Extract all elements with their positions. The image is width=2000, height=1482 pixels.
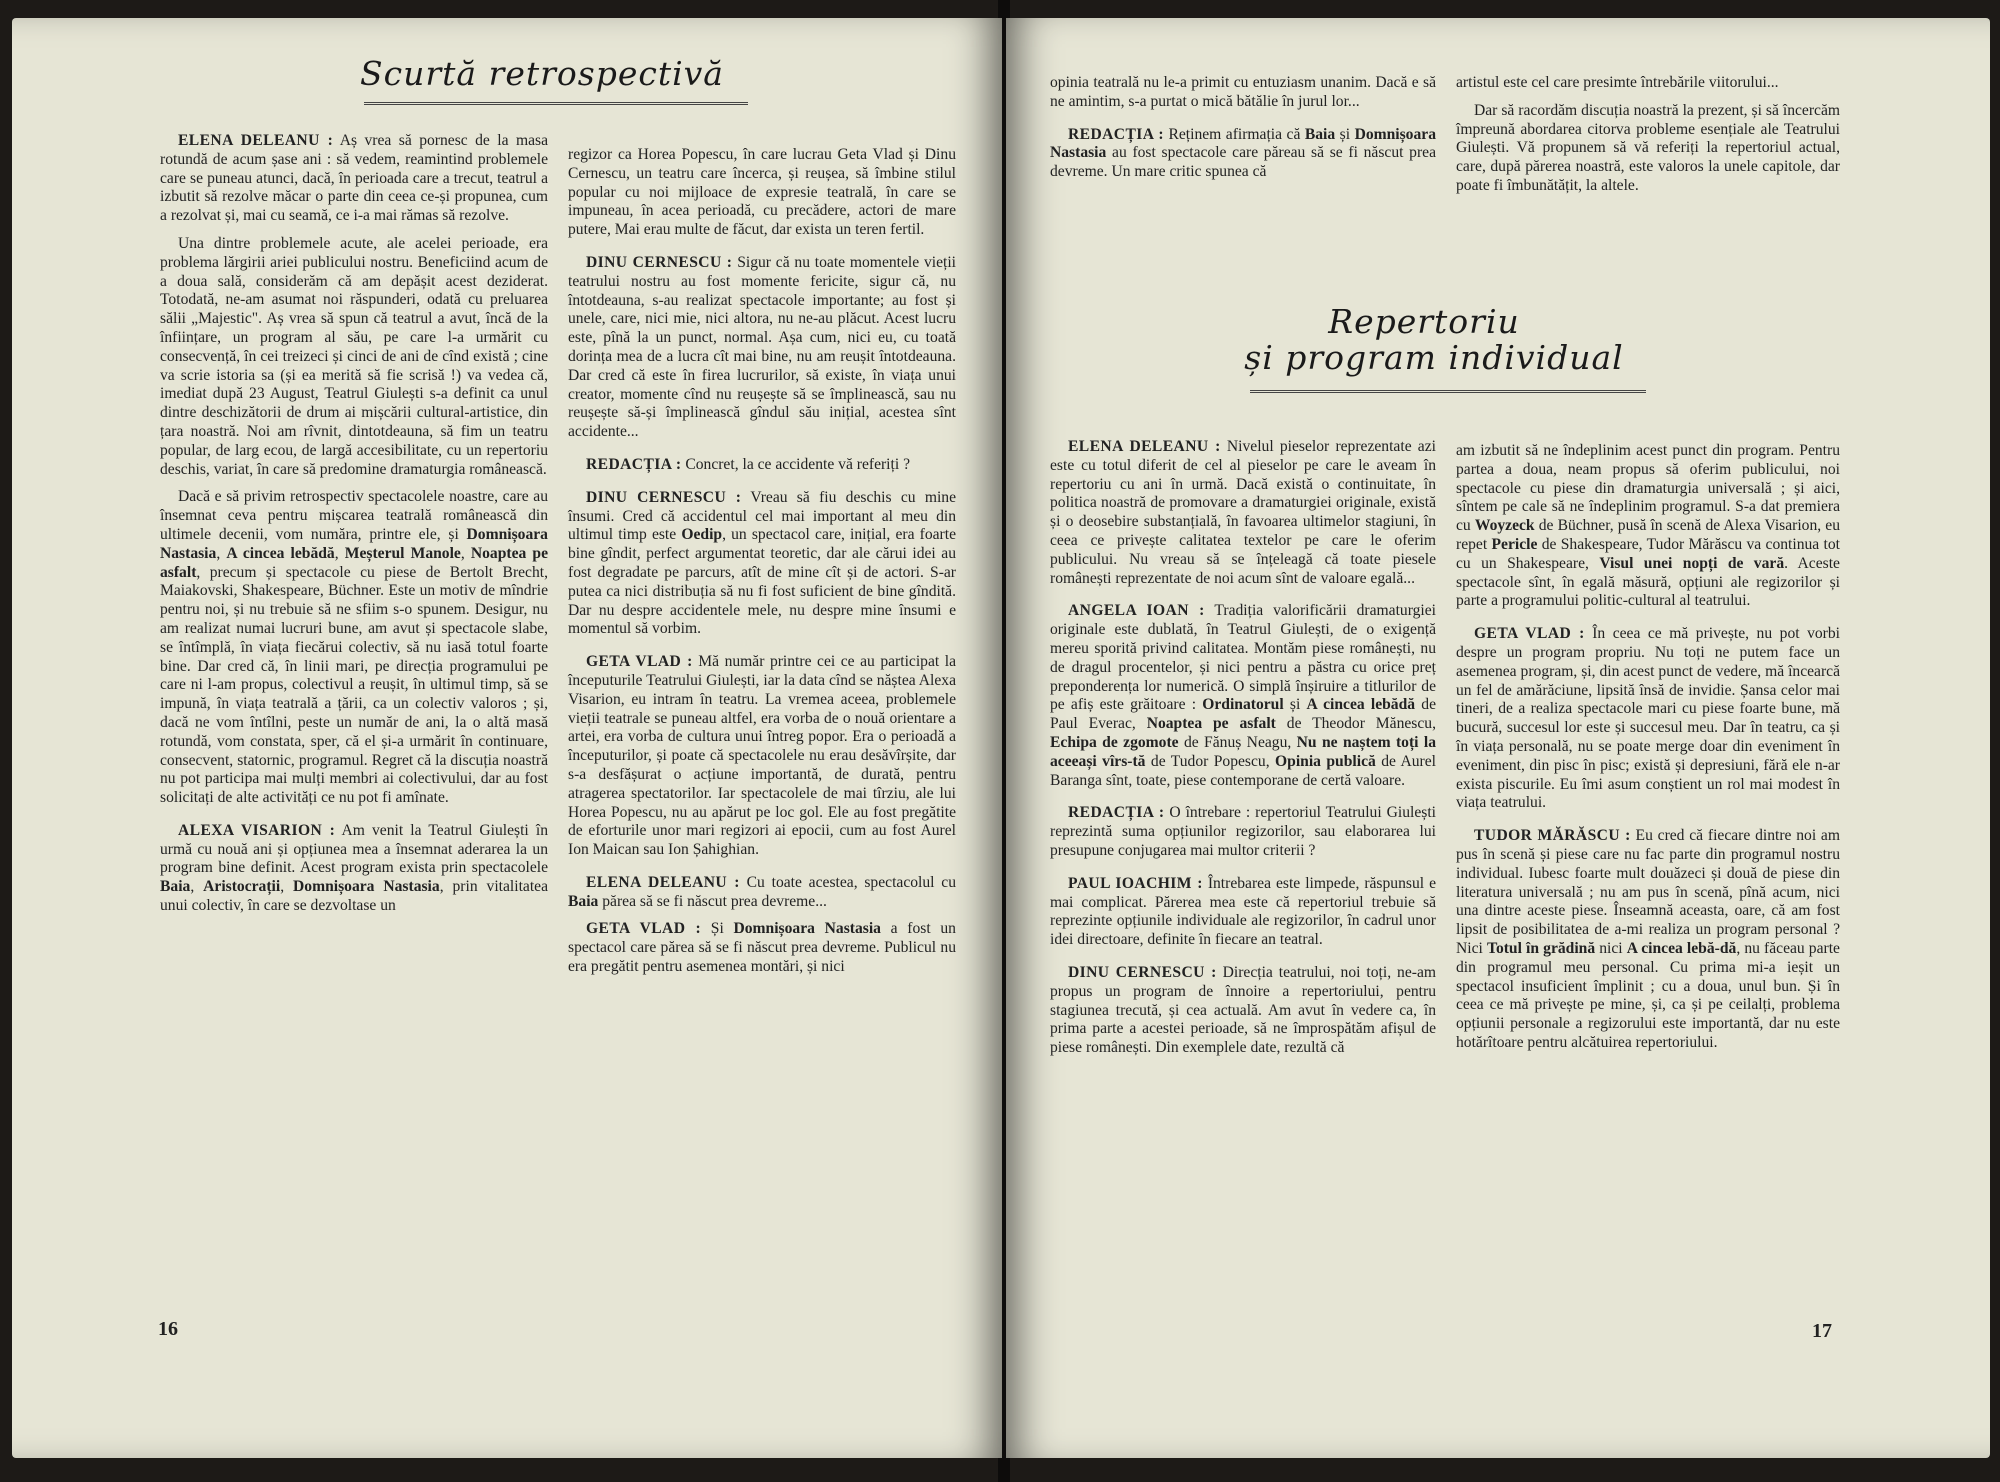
paragraph-text: . Aceste spectacole sînt, în egală măsură, opțiuni ale regizorilor și parte a programului politic-cultural al teatrului. [1456,554,1840,610]
paragraph [1456,102,1840,196]
paragraph [568,874,956,912]
speaker: GETA VLAD : [586,920,702,938]
paragraph-text: Dar să racordăm discuția noastră la prezent, și să încercăm împreună abordarea citorva probleme esențiale ale Teatrului Giulești. Vă propunem să vă referiți la repertoriul actual, care, după părerea noastră, este valoros la unele capitole, dar poate fi îmbunătățit, la altele. [1456,101,1840,194]
paragraph-text: precum și spectacole cu piese de Bertolt Brecht, Maiakovski, Shakespeare, Büchner. Este un motiv de mîndrie pentru noi, și nu trebuie să ne sfiim s-o spunem. Desigur, nu am realizat numai lucruri bune, am avut și spectacole slabe, se întîmplă, în viața fiecărui colectiv, să nu iasă totul foarte bine. Dar cred că, în linii mari, pe direcția programului pe care ni l-am propus, colectivul a reușit, în ultimul timp, să se impună, în viața teatrală a țării, ca un colectiv valoros ; și, dacă ne vom întîlni, peste un număr de ani, la o altă masă rotundă, vom constata, sper, că el și-a urmărit în continuare, consecvent, statornic, programul. Regret că la discuția noastră nu pot participa mai mulți membri ai colectivului, dar au fost solicitați de alte activități ce nu pot fi amînate. [160,563,549,807]
paragraph [1456,625,1840,813]
speaker: TUDOR MĂRĂSCU : [1474,827,1631,845]
speaker: ELENA DELEANU : [1068,438,1221,455]
paragraph-text: Reținem afirmația că [1168,125,1301,143]
play-title: Woyzeck [1474,517,1535,535]
play-title: Totul în grădină [1486,939,1596,957]
speaker: ALEXA VISARION : [178,821,336,839]
paragraph-text: Eu cred că fiecare dintre noi am pus în scenă și piese care nu fac parte din programul nostru individual. Iubesc foarte mult douăzeci și două de piese din literatura universală ; nu am pus în scenă, pînă acum, nici una dintre aceste piese. Înseamnă aceasta, oare, că am fost lipsit de posibilitatea de a-mi realiza un program personal ? Nici [1456,827,1840,957]
right-page-title-line1: Repertoriu [1328,302,1520,341]
play-title: de vară [1727,554,1785,572]
paragraph: ALEXA VISARION : Am venit la Teatrul Giulești în urmă cu nouă ani și opțiunea mea a însemnat aderarea la un program bine definit. Acest program exista prin spectacolele Baia, Aristocrații, Domnișoara Nastasia, prin vitalitatea unui colectiv, în care se dezvoltase un [160,821,549,915]
paragraph-text: de Aurel Baranga sînt, toate, piese contemporane de certă valoare. [1050,752,1436,789]
play-title: dă [1719,939,1737,957]
speaker: REDACȚIA : [586,455,682,473]
paragraph-text: Tradiția valorificării dramaturgiei originale este dublată, în Teatrul Giulești, de o exigență mereu sporită privind calitatea. Montăm piese românești, nu de dragul procentelor, și nici pentru a păstra cu orice preț preponderența lor numerică. O simplă înșiruire a titlurilor de pe afiș este grăitoare : [1050,602,1436,714]
paragraph [1050,126,1436,182]
paragraph-text: Mă număr printre cei ce au participat la începuturile Teatrului Giulești, iar la data cînd se năștea Alexa Visarion, eu intram în teatru. La vremea aceea, problemele vieții teatrale se puneau altfel, era vorba de o nouă orientare a artei, era vorba de cultura unui întreg popor. Era o perioadă a începuturilor, și poate că spectacolele nu erau desăvîrșite, dar s-a desfășurat o acțiune importantă, de durată, pentru atragerea spectatorilor. Iar spectacolele de mai tîrziu, ale lui Horea Popescu, nu au apărut pe loc gol. Ele au fost pregătite de eforturile unor mari regizori ai epocii, cum au fost Aurel Ion Maican sau Ion Șahighian. [568,653,956,859]
paragraph [160,132,548,226]
paragraph [1050,438,1436,588]
speaker: DINU CERNESCU : [1068,963,1217,981]
paragraph [568,489,956,639]
play-title: Baia [568,892,599,910]
play-title: A cincea lebă- [1626,939,1720,957]
play-title: Baia [1304,125,1336,143]
paragraph-text: de Fănuș Neagu, [1183,733,1292,751]
play-title: Aristocrații [203,878,281,896]
paragraph-text: de Theodor Mănescu, [1286,715,1436,733]
speaker: ELENA DELEANU : [178,132,334,149]
speaker: DINU CERNESCU : [586,488,742,506]
paragraph-text: Întrebarea este limpede, răspunsul e mai complicat. Părerea mea este că repertoriul trebuie să reprezinte opțiunile individuale ale regizorilor, în cadrul unor idei directoare, definite în fiecare an teatral. [1050,874,1436,949]
speaker: ANGELA IOAN : [1068,602,1205,620]
play-title: Oedip [681,526,723,544]
paragraph-text: nici [1599,939,1623,957]
right-column-1-top [1050,74,1436,191]
paragraph-text: O întrebare : repertoriul Teatrului Giulești reprezintă suma opțiunilor regizorilor, sau elaborarea lui presupune conjugarea mai multor criterii ? [1050,804,1436,859]
paragraph-text: și [1339,125,1351,143]
paragraph-text: opinia teatrală nu le-a primit cu entuziasm unanim. Dacă e să ne amintim, s-a purtat o mică bătălie în jurul lor... [1050,74,1436,110]
paragraph [568,653,956,860]
left-column-1 [160,132,548,925]
paragraph-text: de Paul Everac, [1050,696,1436,733]
paragraph-text: , nu făceau parte din programul meu personal. Cu prima mi-a ieșit un spectacol insuficient împlinit ; cu a doua, unul bun. Și în ceea ce mă privește pe mine, și, ca și pe ceilalți, problema opțiunii personale a regizorului este importantă, dar nu este hotărîtoare pentru alcătuirea repertoriului. [1456,939,1840,1051]
paragraph-text: de Tudor Popescu, [1150,752,1270,770]
play-title: Domnișoara Nastasia [293,878,440,896]
paragraph-text: Una dintre problemele acute, ale acelei perioade, era problema lărgirii ariei publicului nostru. Beneficiind acum de a doua sală, considerăm că am depășit acest deziderat. Totodată, ne-am asumat noi răspunderi, odată cu preluarea sălii „Majestic". Aș vrea să spun că teatrul a avut, încă de la înființare, un program al său, pe care l-a urmărit cu consecvență, în cei treizeci și cinci de ani de cînd există ; cine va scrie istoria sa (și ea merită să fie scrisă !) va vedea că, imediat după 23 August, Teatrul Giulești s-a definit ca unul dintre deschizătorii de drum ai mișcării cultural-artistice, din țara noastră. Noi am rîvnit, dintotdeauna, să fim un teatru popular, de larg ecou, de largă accesibilitate, cu un repertoriu deschis, variat, în care să predomine dramaturgia românească. [160,234,548,478]
right-column-2-top [1456,74,1840,205]
paragraph-text: au fost spectacole care păreau să se fi născut prea devreme. Un mare critic spunea că [1050,144,1436,181]
play-title: Noaptea pe asfalt [1146,715,1276,733]
play-title: Pericle [1491,535,1538,553]
play-title: A cincea lebădă [226,544,335,562]
speaker: REDACȚIA : [1068,125,1164,143]
paragraph-text: Vreau să fiu deschis cu mine însumi. Cred că accidentul cel mai important al meu din ultimul timp este [568,488,957,544]
left-page [12,18,1002,1458]
paragraph-text: Aș vrea să pornesc de la masa rotundă de acum șase ani : să vedem, reamintind problemele care se puneau atunci, dacă, în perioada care a trecut, teatrul a izbutit să rezolve măcar o parte din ceea ce-și propunea, cum a rezolvat și, mai cu seamă, ce i-a mai rămas să rezolve. [160,132,548,225]
paragraph-text: regizor ca Horea Popescu, în care lucrau Geta Vlad și Dinu Cernescu, un teatru care încerca, și reușea, să îmbine stilul popular cu noi mijloace de expresie teatrală, în care se impuneau, în acea perioadă, cu precădere, actori de mare putere, Mai erau multe de făcut, dar exista un teren fertil. [568,146,956,239]
left-column-2 [568,146,956,986]
play-title: Domnișoara Nastasia [160,525,548,562]
play-title: Ordinatorul [1202,696,1284,714]
paragraph-text: de Shakespeare, Tudor Mărăscu va continua tot cu un Shakespeare, [1456,535,1841,572]
speaker: GETA VLAD : [1474,625,1585,643]
play-title: tă [1132,752,1146,770]
paragraph-text: Am venit la Teatrul Giulești în urmă cu nouă ani și opțiunea mea a însemnat aderarea la un program bine definit. Acest program exista prin spectacolele [160,821,548,877]
paragraph-text: , un spectacol care, inițial, era foarte bine gîndit, perfect argumentat teoretic, dar ale cărui idei au fost degradate pe parcurs, atît de mine cît și de actori. S-ar putea ca nici distribuția să nu fi fost suficient de bine gîndită. Dar nu despre accidentele mele, nu despre mine însumi e momentul să vorbim. [568,526,956,638]
paragraph-text: prin vitalitatea unui colectiv, în care se dezvoltase un [160,878,549,915]
play-title: Baia [160,878,191,896]
paragraph [568,254,956,442]
paragraph-text: În ceea ce mă privește, nu pot vorbi despre un program propriu. Nu toți ne putem face un asemenea program, și, din acest punct de vedere, mă încearcă un fel de amărăciune, lipsită însă de invidie. Șansa celor mai tineri, de a realiza spectacole mari cu piese foarte bune, mă bucură, succesul lor este și succesul meu. Dar în teatru, ca și în viața personală, nu se poate merge doar din eveniment în eveniment, din pisc în pisc; există și depresiuni, fără ele n-ar exista piscurile. Eu îmi asum conștient un rol mai modest în viața teatrului. [1456,625,1841,812]
play-title: Opinia publică [1275,752,1376,770]
play-title: Domnișoara Nastasia [733,920,881,938]
left-title-rule [364,102,748,105]
paragraph [568,456,956,475]
paragraph-text: Nivelul pieselor reprezentate azi este cu totul diferit de cel al pieselor pe care le aveam în repertoriu cu ani în urmă. Dacă există o continuitate, în politica noastră de promovare a dramaturgiei originale, există și o deosebire substanțială, în favoarea ultimelor stagiuni, în ceea ce privește calitatea textelor pe care le oferim publicului. Nu vreau să se înțeleagă că toate piesele românești reprezentate de noi acum sînt de valoare egală... [1050,438,1436,587]
paragraph: Dacă e să privim retrospectiv spectacolele noastre, care au însemnat ceva pentru mișcarea teatrală românească din ultimele decenii, vom număra, printre ele, și Domnișoara Nastasia, A cincea lebădă, Meșterul Manole, Noaptea pe asfalt, precum și spectacole cu piese de Bertolt Brecht, Maiakovski, Shakespeare, Büchner. Este un motiv de mîndrie pentru noi, și nu trebuie să ne sfiim s-o spunem. Desigur, nu am realizat numai lucruri bune, am avut și spectacole slabe, se întîmplă, în viața fiecărui colectiv, să nu iasă totul foarte bine. Dar cred că, în linii mari, pe direcția programului pe care ni l-am propus, colectivul a reușit, în ultimul timp, să se impună, în viața teatrală a țării, ca un colectiv valoros ; și, dacă ne vom întîlni, peste un număr de ani, la o altă masă rotundă, vom constata, sper, că el și-a urmărit în continuare, consecvent, statornic, programul. Regret că la discuția noastră nu pot participa mai mulți membri ai colectivului, dar au fost solicitați de alte activități ce nu pot fi amînate. [160,488,549,807]
play-title: Nu ne naștem toți la aceeași vîrs- [1050,733,1436,770]
paragraph [160,235,548,479]
paragraph: ANGELA IOAN : Tradiția valorificării dramaturgiei originale este dublată, în Teatrul Giulești, de o exigență mereu sporită privind calitatea. Montăm piese românești, nu de dragul procentelor, și nici pentru a păstra cu orice preț preponderența lor numerică. O simplă înșiruire a titlurilor de pe afiș este grăitoare : Ordinatorul și A cincea lebădă de Paul Everac, Noaptea pe asfalt de Theodor Mănescu, Echipa de zgomote de Fănuș Neagu, Nu ne naștem toți la aceeași vîrs-tă de Tudor Popescu, Opinia publică de Aurel Baranga sînt, toate, piese contemporane de certă valoare. [1050,602,1436,789]
play-title: Visul unei nopți [1599,554,1718,572]
play-title: Noaptea pe asfalt [160,544,549,581]
right-column-1 [1050,438,1436,1067]
right-page [1006,18,1990,1458]
paragraph [1050,875,1436,950]
paragraph [1456,442,1840,611]
play-title: Echipa de zgomote [1050,733,1179,751]
paragraph-text: Cu toate acestea, spectacolul cu [746,873,956,891]
paragraph-text: Dacă e să privim retrospectiv spectacolele noastre, care au însemnat ceva pentru mișcarea teatrală românească din ultimele decenii, vom număra, printre ele, și [160,488,548,543]
speaker: ELENA DELEANU : [586,873,740,891]
right-column-2 [1456,442,1840,1062]
paragraph-text: de Büchner, pusă în scenă de Alexa Visarion, eu repet [1456,517,1840,553]
play-title: Meșterul Manole [344,544,461,562]
paragraph-text: Direcția teatrului, noi toți, ne-am propus un program de înnoire a repertoriului, pentru stagiunea trecută, și cea actuală. Am avut în vedere ca, în prima parte a acestei perioade, să ne împrospătăm afișul de piese românești. Din exemplele date, rezultă că [1050,963,1436,1057]
paragraph [1456,74,1840,93]
paragraph-text: Concret, la ce accidente vă referiți ? [685,455,910,473]
paragraph [1050,804,1436,860]
paragraph [568,146,956,240]
paragraph [1456,827,1840,1053]
speaker: PAUL IOACHIM : [1068,874,1203,892]
paragraph [568,920,956,976]
right-page-title-line2: și program individual [1244,338,1624,377]
paragraph [1050,964,1436,1058]
paragraph-text: am izbutit să ne îndeplinim acest punct din program. Pentru partea a doua, neam propus să oferim publicului, noi spectacole cu piese din dramaturgia universală ; și aici, sîntem pe cale să ne îndeplinim programul. S-a dat premiera cu [1456,442,1840,535]
paragraph [1050,74,1436,112]
speaker: REDACȚIA : [1068,804,1165,822]
page-number: 16 [158,1318,178,1340]
speaker: DINU CERNESCU : [586,253,733,271]
speaker: GETA VLAD : [586,653,693,671]
right-title-rule [1250,390,1646,393]
paragraph-text: Sigur că nu toate momentele vieții teatrului nostru au fost momente fericite, sigur că, nu întotdeauna, s-au realizat spectacole importante; au fost și unele, care, nici mie, nici altora, nu ne-au plăcut. Acest lucru este, pînă la un punct, normal. Așa cum, nici eu, cu toată dorința mea de a lucra cît mai bine, nu am reușit întotdeauna. Dar cred că este în firea lucrurilor, să existe, în viața unui creator, momente cînd nu reușește să se împlinească, sau nu reușește să-și împlinească gîndul său inițial, acestea sînt accidente... [568,253,956,441]
page-number: 17 [1812,1320,1832,1342]
paragraph-text: artistul este cel care presimte întrebările viitorului... [1456,74,1779,91]
paragraph-text: Și [710,920,724,938]
paragraph-text: părea să se fi născut prea devreme... [602,892,827,910]
play-title: A cincea lebădă [1306,696,1416,714]
paragraph-text: a fost un spectacol care părea să se fi născut prea devreme. Publicul nu era pregătit pentru asemenea montări, și nici [568,920,956,976]
play-title: Domnișoara Nastasia [1050,125,1436,162]
left-page-title: Scurtă retrospectivă [360,54,724,93]
